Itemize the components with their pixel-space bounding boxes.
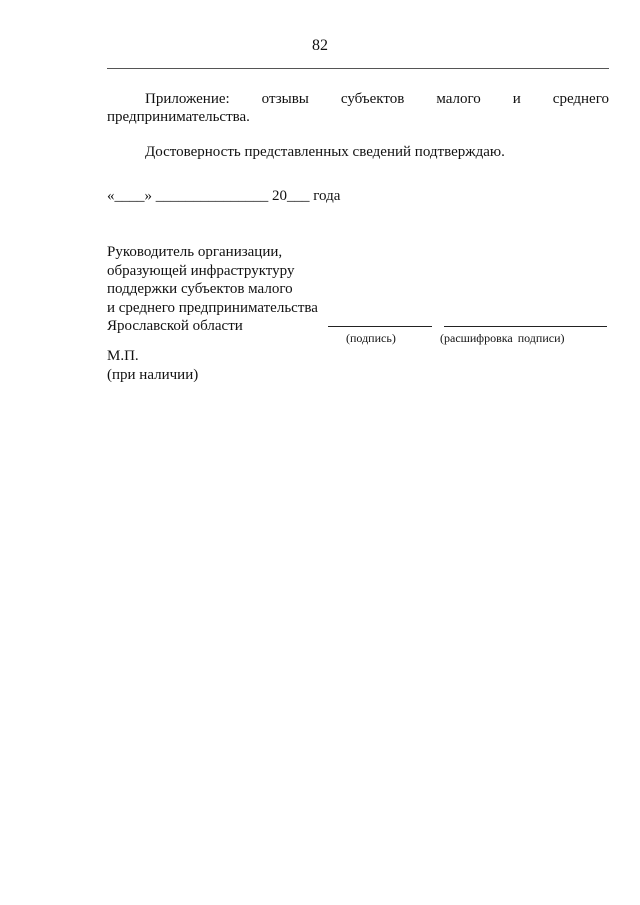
signature-caption: (подпись) [346,331,396,345]
signer-title-line: и среднего предпринимательства [107,299,318,316]
confirmation-statement: Достоверность представленных сведений подтверждаю. [145,144,505,160]
signature-decoding-line [444,326,607,327]
signature-decoding-caption: (расшифровка подписи) [440,331,565,345]
signer-title-line: поддержки субъектов малого [107,281,293,297]
appendix-note: Приложение: отзывы субъектов малого и среднего предпринимательства. [107,91,609,125]
signer-title-line: образующей инфраструктуру [107,262,295,279]
page-number: 82 [312,37,328,54]
stamp-block [107,347,198,384]
stamp-note: (при наличии) [107,366,199,383]
date-line: «____» _______________ 20___ года [107,188,341,204]
signature-line [328,326,432,327]
signer-title-line: Руководитель организации, [107,244,283,260]
stamp-label: М.П. [107,348,139,364]
signer-title [107,243,318,336]
signer-title-line: Ярославской области [107,318,243,334]
header-rule [107,68,609,69]
